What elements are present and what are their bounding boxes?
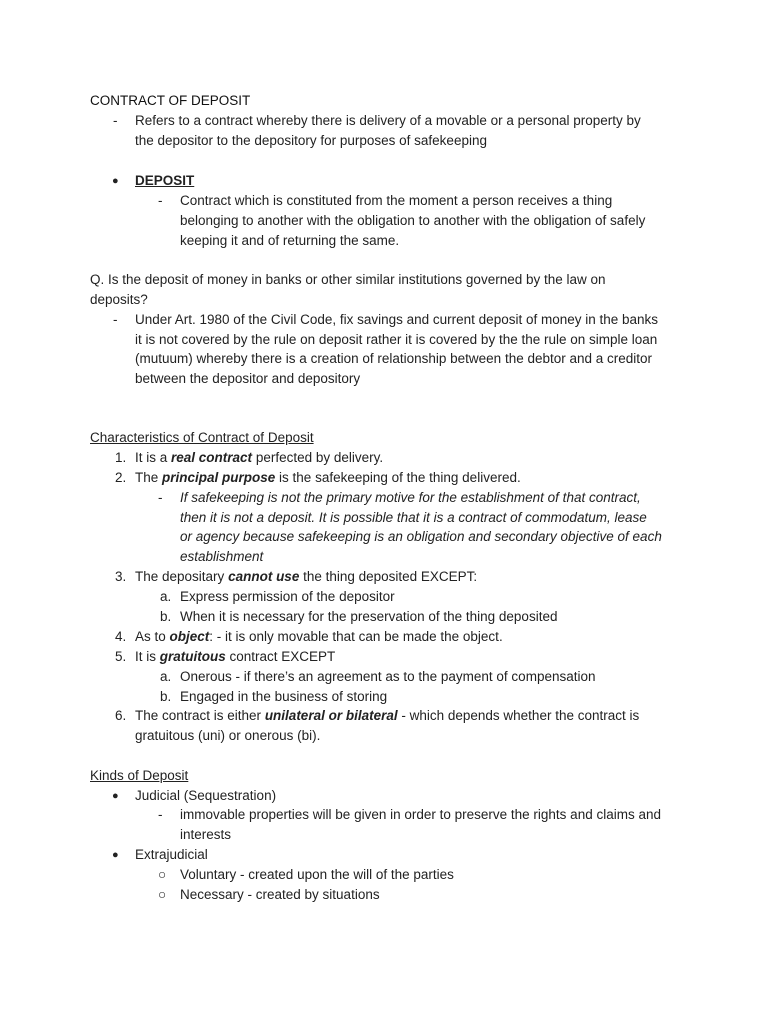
list-number: 6. bbox=[115, 708, 127, 723]
emphasis-run: gratuitous bbox=[159, 649, 226, 664]
bullet-marker: ● bbox=[112, 790, 119, 802]
text-run: It is bbox=[135, 649, 160, 664]
emphasis-run: real contract bbox=[171, 450, 253, 465]
text-run: is the safekeeping of the thing delivered. bbox=[275, 470, 521, 485]
text-run: the thing deposited EXCEPT: bbox=[299, 569, 478, 584]
list-letter: a. bbox=[160, 589, 172, 604]
text-run: The depositary bbox=[135, 569, 229, 584]
bullet-marker: ● bbox=[112, 175, 119, 187]
characteristics-heading: Characteristics of Contract of Deposit bbox=[90, 430, 314, 445]
list-number: 1. bbox=[115, 450, 127, 465]
characteristic-3-b: When it is necessary for the preservation of the thing deposited bbox=[180, 609, 558, 624]
circle-marker: ○ bbox=[158, 867, 167, 882]
question-line-1: Q. Is the deposit of money in banks or other similar institutions governed by the law on bbox=[90, 272, 606, 287]
judicial-note-2: interests bbox=[180, 827, 232, 842]
answer-line-1: Under Art. 1980 of the Civil Code, fix savings and current deposit of money in the banks bbox=[135, 312, 659, 327]
answer-line-4: between the depositor and depository bbox=[135, 371, 361, 386]
deposit-line-3: keeping it and of returning the same. bbox=[180, 233, 400, 248]
text-run: perfected by delivery. bbox=[252, 450, 384, 465]
characteristic-2-note-4: establishment bbox=[180, 549, 264, 564]
list-letter: a. bbox=[160, 669, 172, 684]
dash-marker: - bbox=[113, 113, 118, 128]
text-run: - which depends whether the contract is bbox=[397, 708, 640, 723]
kind-judicial: Judicial (Sequestration) bbox=[135, 788, 277, 803]
dash-marker: - bbox=[158, 807, 163, 822]
circle-marker: ○ bbox=[158, 887, 167, 902]
text-run: The bbox=[135, 470, 163, 485]
emphasis-run: unilateral or bilateral bbox=[264, 708, 398, 723]
emphasis-run: object bbox=[169, 629, 210, 644]
characteristic-5-a: Onerous - if there’s an agreement as to the payment of compensation bbox=[180, 669, 596, 684]
question-line-2: deposits? bbox=[90, 292, 148, 307]
characteristic-3-a: Express permission of the depositor bbox=[180, 589, 395, 604]
answer-line-3: (mutuum) whereby there is a creation of relationship between the debtor and a creditor bbox=[135, 351, 653, 366]
answer-line-2: it is not covered by the rule on deposit rather it is covered by the the rule on simple loan bbox=[135, 332, 658, 347]
characteristic-2-note-3: or agency because safekeeping is an obligation and secondary objective of each bbox=[180, 529, 662, 544]
doc-title: CONTRACT OF DEPOSIT bbox=[90, 93, 251, 108]
text-run: : - it is only movable that can be made the object. bbox=[209, 629, 503, 644]
deposit-line-1: Contract which is constituted from the moment a person receives a thing bbox=[180, 193, 613, 208]
list-number: 2. bbox=[115, 470, 127, 485]
kind-extrajudicial: Extrajudicial bbox=[135, 847, 208, 862]
emphasis-run: principal purpose bbox=[162, 470, 276, 485]
characteristic-3 bbox=[135, 567, 477, 587]
dash-marker: - bbox=[158, 490, 163, 505]
characteristic-5 bbox=[135, 647, 335, 667]
list-number: 3. bbox=[115, 569, 127, 584]
deposit-line-2: belonging to another with the obligation to another with the obligation of safely bbox=[180, 213, 646, 228]
kinds-heading: Kinds of Deposit bbox=[90, 768, 189, 783]
list-letter: b. bbox=[160, 609, 172, 624]
text-run: It is a bbox=[135, 450, 172, 465]
characteristic-6 bbox=[135, 706, 639, 726]
characteristic-2-note-2: then it is not a deposit. It is possible that it is a contract of commodatum, lease bbox=[180, 510, 647, 525]
list-letter: b. bbox=[160, 689, 172, 704]
definition-line-1: Refers to a contract whereby there is delivery of a movable or a personal property by bbox=[135, 113, 641, 128]
characteristic-2 bbox=[135, 468, 521, 488]
emphasis-run: cannot use bbox=[228, 569, 300, 584]
characteristic-2-note-1: If safekeeping is not the primary motive for the establishment of that contract, bbox=[180, 490, 641, 505]
list-number: 5. bbox=[115, 649, 127, 664]
characteristic-4 bbox=[135, 627, 503, 647]
definition-line-2: the depositor to the depository for purposes of safekeeping bbox=[135, 133, 487, 148]
characteristic-6-line-2: gratuitous (uni) or onerous (bi). bbox=[135, 728, 321, 743]
text-run: The contract is either bbox=[135, 708, 265, 723]
bullet-marker: ● bbox=[112, 849, 119, 861]
characteristic-1 bbox=[135, 448, 383, 468]
kind-voluntary: Voluntary - created upon the will of the parties bbox=[180, 867, 454, 882]
kind-necessary: Necessary - created by situations bbox=[180, 887, 380, 902]
text-run: contract EXCEPT bbox=[225, 649, 336, 664]
deposit-label: DEPOSIT bbox=[135, 173, 195, 188]
dash-marker: - bbox=[113, 312, 118, 327]
dash-marker: - bbox=[158, 193, 163, 208]
characteristic-5-b: Engaged in the business of storing bbox=[180, 689, 388, 704]
text-run: As to bbox=[135, 629, 170, 644]
judicial-note-1: immovable properties will be given in order to preserve the rights and claims and bbox=[180, 807, 661, 822]
list-number: 4. bbox=[115, 629, 127, 644]
